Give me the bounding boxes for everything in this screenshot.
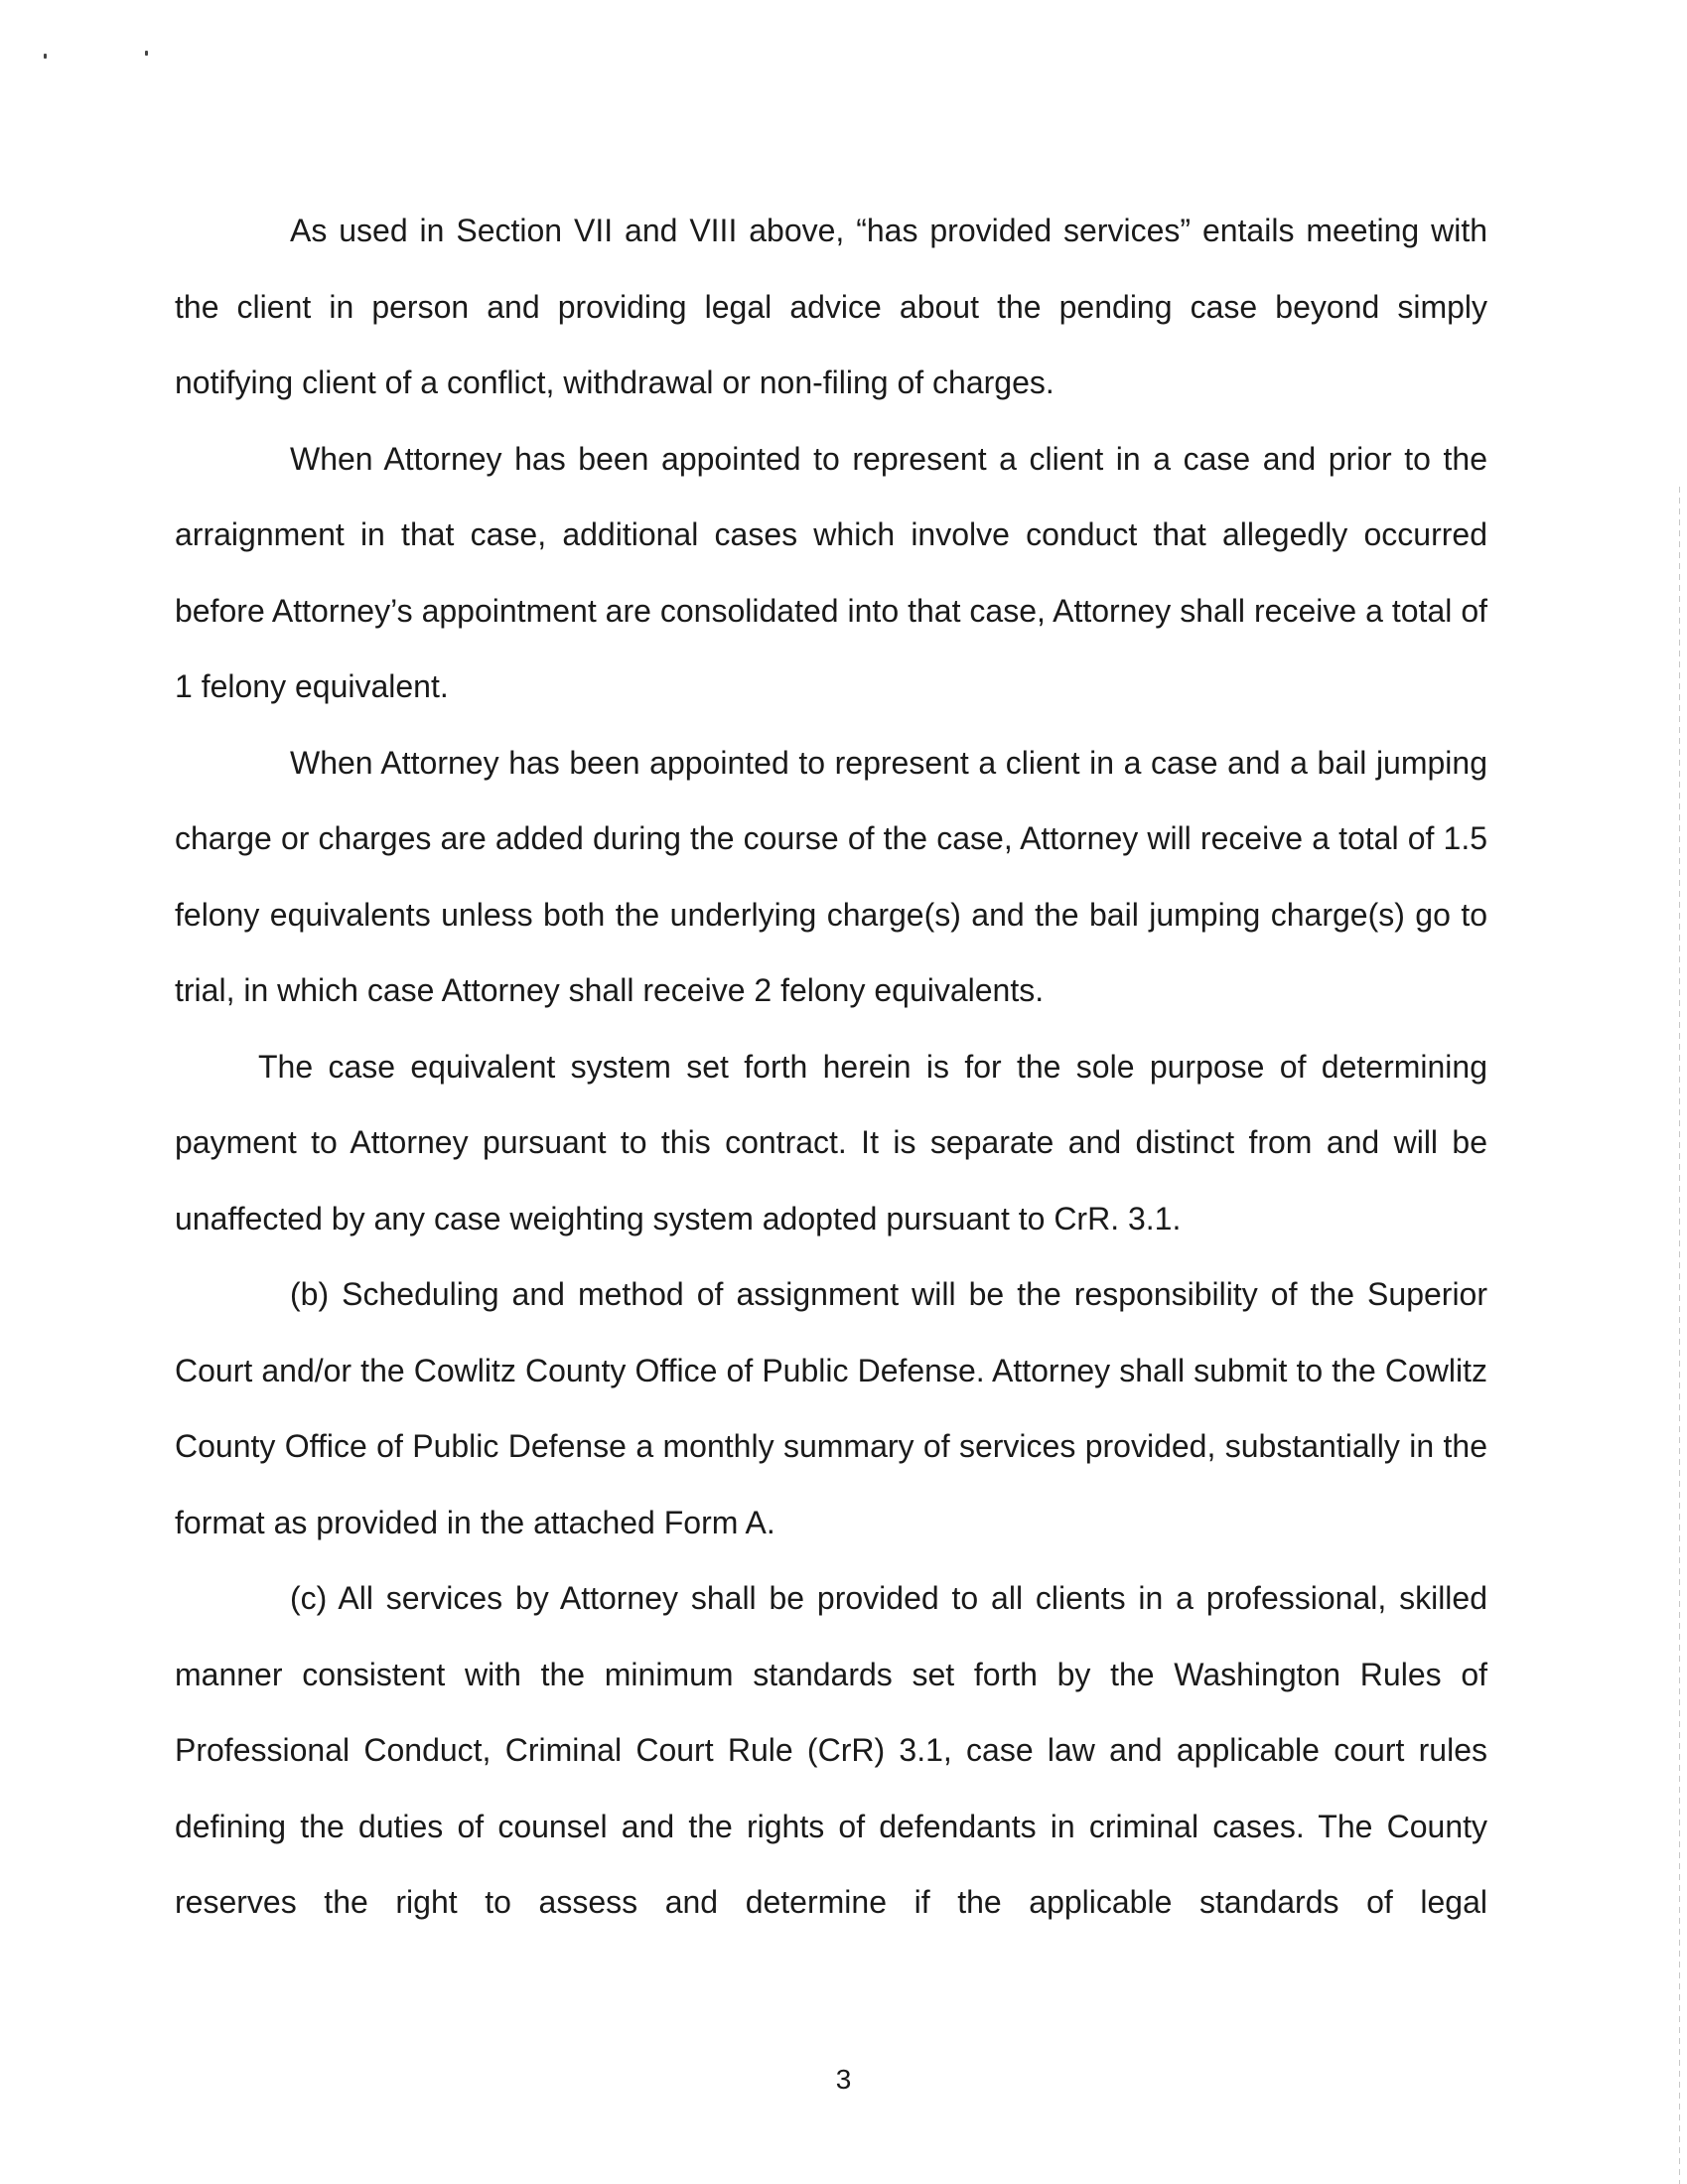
paragraph-services-definition: As used in Section VII and VIII above, “has provided services” entails meeting with the client in person and providing legal advice about the pending case beyond simply notifying client of a conflict, withdrawal or non-filing of charges.	[175, 213, 1487, 400]
paragraph-consolidated-cases: When Attorney has been appointed to represent a client in a case and prior to the arraignment in that case, additional cases which involve conduct that allegedly occurred before Attorney’s appointment are consolidated into that case, Attorney shall receive a total of 1 felony equivalent.	[175, 440, 1487, 704]
scan-marks	[44, 46, 153, 66]
paragraph-b-scheduling: (b) Scheduling and method of assignment will be the responsibility of the Superior Court and/or the Cowlitz County Office of Public Defense. Attorney shall submit to the Cowlitz County Office of Public Defense a monthly summary of services provided, substantially in the format as provided in the attached Form A.	[175, 1276, 1487, 1540]
scan-edge-line	[1679, 487, 1680, 2184]
paragraph-bail-jumping: When Attorney has been appointed to represent a client in a case and a bail jumping charge or charges are added during the course of the case, Attorney will receive a total of 1.5 felony equivalents unless both the underlying charge(s) and the bail jumping charge(s) go to trial, in which case Attorney shall receive 2 felony equivalents.	[175, 744, 1487, 1008]
body-text	[175, 193, 1487, 1941]
page-number: 3	[835, 2064, 852, 2095]
paragraph-case-equivalent-system: The case equivalent system set forth herein is for the sole purpose of determining payment to Attorney pursuant to this contract. It is separate and distinct from and will be unaffected by any case weighting system adopted pursuant to CrR. 3.1.	[175, 1048, 1487, 1237]
paragraph-c-services-standards: (c) All services by Attorney shall be provided to all clients in a professional, skilled manner consistent with the minimum standards set forth by the Washington Rules of Professional Conduct, Criminal Court Rule (CrR) 3.1, case law and applicable court rules defining the duties of counsel and the rights of defendants in criminal cases. The County reserves the right to assess and determine if the applicable standards of legal	[175, 1580, 1487, 1920]
